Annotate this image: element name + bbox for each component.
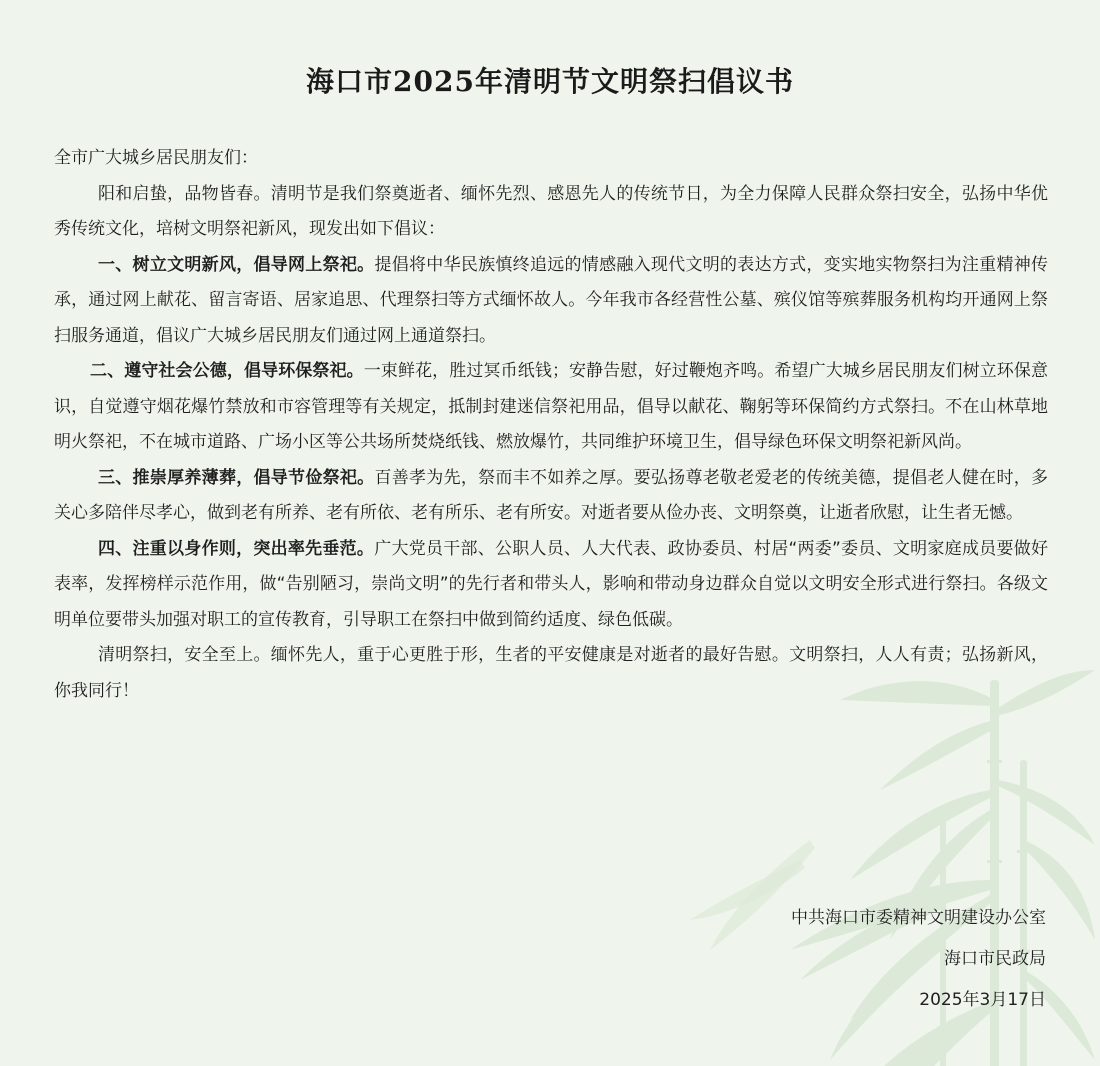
proposal-text-4: 广大党员干部、公职人员、人大代表、政协委员、村居“两委”委员、文明家庭成员要做好表率，发挥榜样示范作用，做“告别陋习，崇尚文明”的先行者和带头人，影响和带动身边群众自觉以文明安全形式进行祭扫。各级文明单位要带头加强对职工的宣传教育，引导职工在祭扫中做到简约适度、绿色低碳。 [54, 538, 1048, 630]
signature-date: 2025年3月17日 [919, 990, 1046, 1010]
document-body [54, 141, 1048, 709]
proposal-heading-1: 一、树立文明新风，倡导网上祭祀。 [98, 254, 375, 275]
page-title: 海口市2025年清明节文明祭扫倡议书 [306, 65, 794, 98]
proposal-item-2 [54, 354, 1048, 461]
signature-block [791, 898, 1046, 1021]
closing-paragraph: 清明祭扫，安全至上。缅怀先人，重于心更胜于形，生者的平安健康是对逝者的最好告慰。文明祭扫，人人有责；弘扬新风，你我同行！ [54, 645, 1048, 701]
signature-org-1: 中共海口市委精神文明建设办公室 [791, 908, 1046, 928]
salutation: 全市广大城乡居民朋友们： [54, 148, 258, 168]
proposal-item-1 [54, 248, 1048, 355]
proposal-heading-2: 二、遵守社会公德，倡导环保祭祀。 [90, 361, 364, 381]
proposal-text-3: 百善孝为先，祭而丰不如养之厚。要弘扬尊老敬老爱老的传统美德，提倡老人健在时，多关心多陪伴尽孝心，做到老有所养、老有所依、老有所乐、老有所安。对逝者要从俭办丧、文明祭奠，让逝者欣慰，让生者无憾。 [54, 467, 1049, 523]
proposal-text-1: 提倡将中华民族慎终追远的情感融入现代文明的表达方式，变实地实物祭扫为注重精神传承，通过网上献花、留言寄语、居家追思、代理祭扫等方式缅怀故人。今年我市各经营性公墓、殡仪馆等殡葬服务机构均开通网上祭扫服务通道，倡议广大城乡居民朋友们通过网上通道祭扫。 [54, 254, 1049, 346]
proposal-heading-3: 三、推崇厚养薄葬，倡导节俭祭祀。 [98, 467, 375, 488]
proposal-item-4 [54, 532, 1048, 639]
proposal-item-3 [54, 461, 1048, 532]
proposal-heading-4: 四、注重以身作则，突出率先垂范。 [98, 538, 375, 559]
intro-paragraph: 阳和启蛰，品物皆春。清明节是我们祭奠逝者、缅怀先烈、感恩先人的传统节日，为全力保障人民群众祭扫安全，弘扬中华优秀传统文化，培树文明祭祀新风，现发出如下倡议： [54, 183, 1048, 239]
signature-org-2: 海口市民政局 [944, 949, 1046, 969]
proposal-text-2: 一束鲜花，胜过冥币纸钱；安静告慰，好过鞭炮齐鸣。希望广大城乡居民朋友们树立环保意识，自觉遵守烟花爆竹禁放和市容管理等有关规定，抵制封建迷信祭祀用品，倡导以献花、鞠躬等环保简约方式祭扫。不在山林草地明火祭祀，不在城市道路、广场小区等公共场所焚烧纸钱、燃放爆竹，共同维护环境卫生，倡导绿色环保文明祭祀新风尚。 [54, 361, 1049, 452]
